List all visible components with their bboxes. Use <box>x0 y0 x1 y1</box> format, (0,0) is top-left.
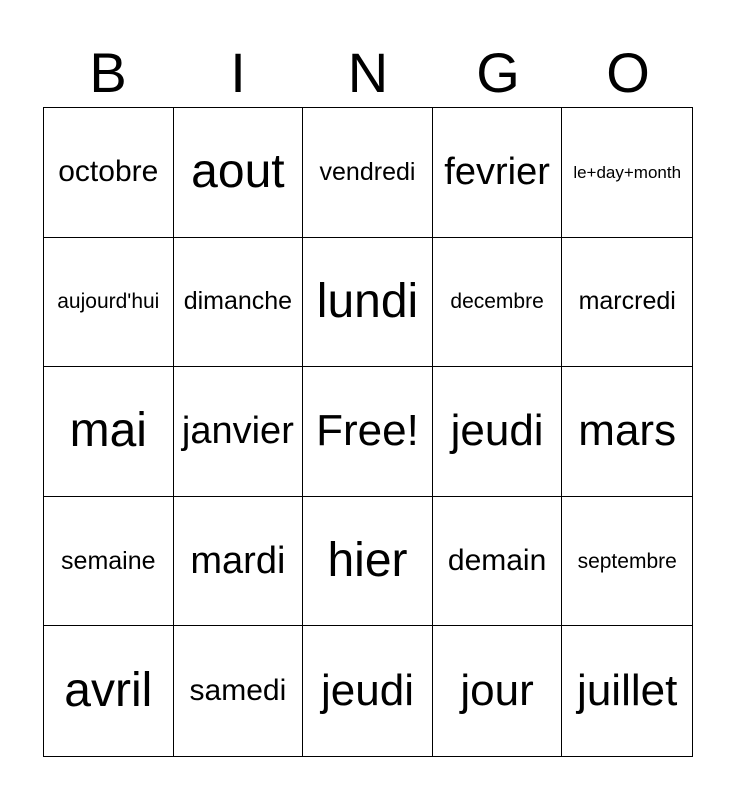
bingo-cell-r2-c1[interactable]: aujourd'hui <box>44 238 174 368</box>
bingo-cell-r4-c4[interactable]: demain <box>433 497 563 627</box>
header-letter-i: I <box>230 41 246 104</box>
bingo-cell-r2-c2[interactable]: dimanche <box>174 238 304 368</box>
bingo-cell-r3-c5[interactable]: mars <box>562 367 692 497</box>
bingo-cell-r5-c4[interactable]: jour <box>433 626 563 756</box>
bingo-cell-r1-c1[interactable]: octobre <box>44 108 174 238</box>
bingo-cell-r3-c2[interactable]: janvier <box>174 367 304 497</box>
header-letter-o: O <box>606 41 650 104</box>
bingo-cell-r4-c2[interactable]: mardi <box>174 497 304 627</box>
header-letter-n: N <box>347 41 389 104</box>
bingo-cell-r4-c1[interactable]: semaine <box>44 497 174 627</box>
bingo-cell-r1-c3[interactable]: vendredi <box>303 108 433 238</box>
bingo-cell-r2-c3[interactable]: lundi <box>303 238 433 368</box>
bingo-cell-r5-c1[interactable]: avril <box>44 626 174 756</box>
bingo-cell-r4-c5[interactable]: septembre <box>562 497 692 627</box>
bingo-cell-r1-c5[interactable]: le+day+month <box>562 108 692 238</box>
bingo-cell-r3-c4[interactable]: jeudi <box>433 367 563 497</box>
bingo-cell-r3-c3-free[interactable]: Free! <box>303 367 433 497</box>
bingo-cell-r5-c3[interactable]: jeudi <box>303 626 433 756</box>
bingo-board <box>43 107 693 757</box>
bingo-cell-r2-c4[interactable]: decembre <box>433 238 563 368</box>
bingo-cell-r3-c1[interactable]: mai <box>44 367 174 497</box>
bingo-cell-r4-c3[interactable]: hier <box>303 497 433 627</box>
header-letter-g: G <box>476 41 520 104</box>
header-letter-b: B <box>89 41 127 104</box>
bingo-cell-r5-c2[interactable]: samedi <box>174 626 304 756</box>
bingo-cell-r1-c2[interactable]: aout <box>174 108 304 238</box>
bingo-cell-r2-c5[interactable]: marcredi <box>562 238 692 368</box>
bingo-cell-r5-c5[interactable]: juillet <box>577 666 678 716</box>
bingo-header <box>43 38 693 108</box>
bingo-cell-r1-c4[interactable]: fevrier <box>433 108 563 238</box>
